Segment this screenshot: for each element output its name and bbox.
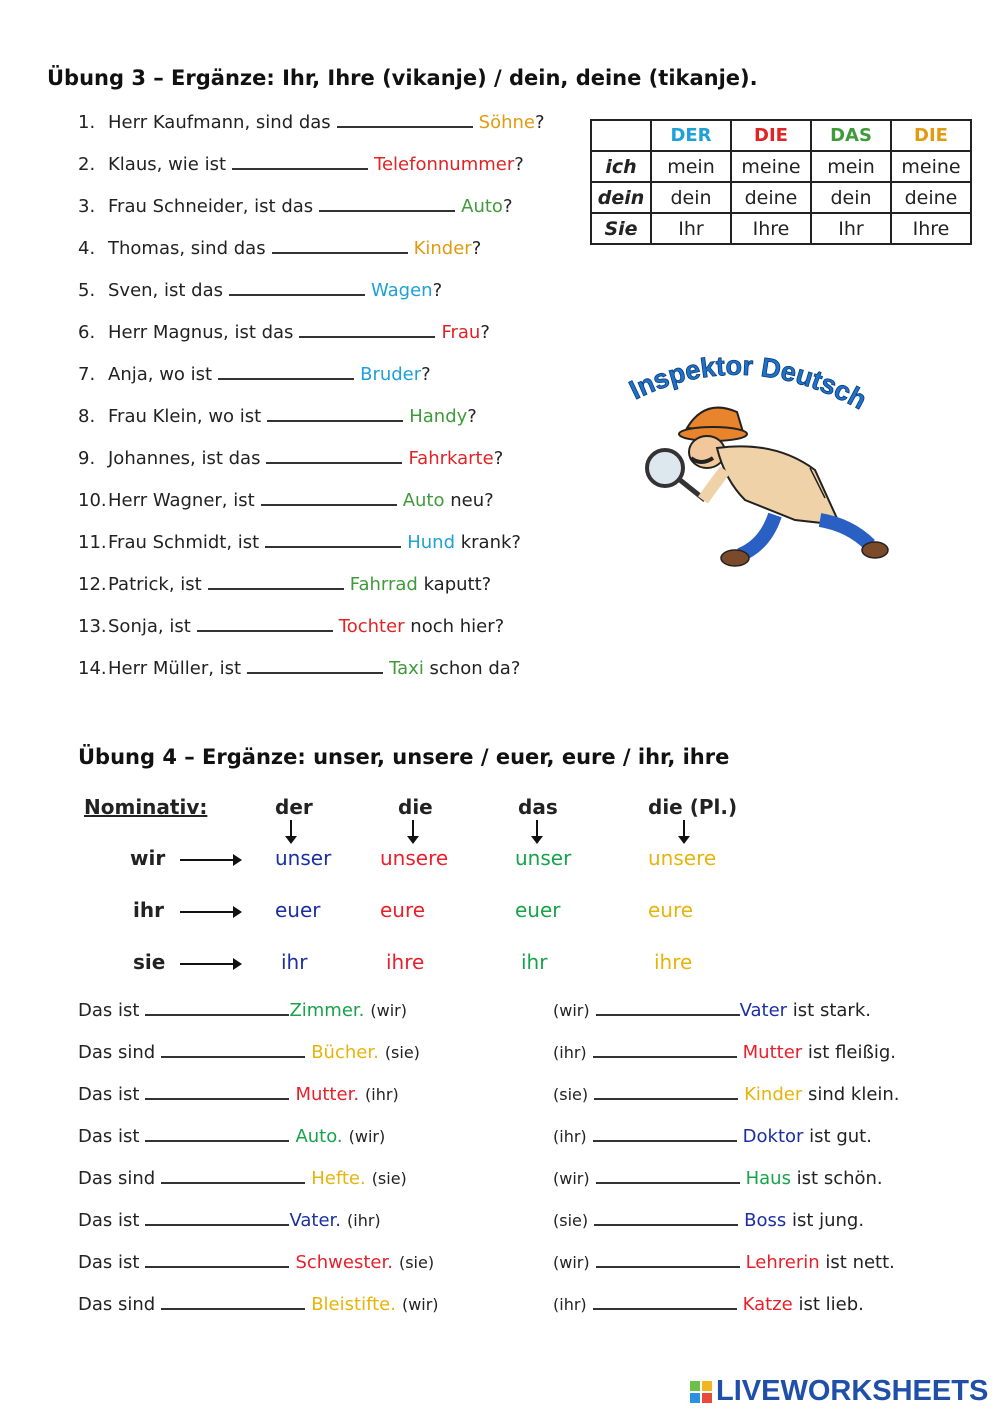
item-noun: Telefonnummer [374, 154, 515, 175]
item-noun: Schwester. [295, 1252, 393, 1273]
exercise-item [78, 196, 513, 217]
liveworksheets-logo [690, 1375, 988, 1408]
item-hint: (sie) [384, 1043, 420, 1062]
item-prompt: Das ist [78, 1210, 140, 1231]
item-suffix: schon da? [423, 658, 521, 679]
answer-blank[interactable] [319, 196, 455, 212]
item-noun: Zimmer. [289, 1000, 365, 1021]
item-number: 3. [78, 196, 96, 217]
table-row-label: dein [591, 182, 651, 213]
item-noun: Mutter [742, 1042, 803, 1063]
exercise-item [78, 532, 521, 553]
item-prompt: Klaus, wie ist [108, 154, 227, 175]
item-number: 2. [78, 154, 96, 175]
item-number: 8. [78, 406, 96, 427]
item-noun: Handy [409, 406, 468, 427]
table-row [591, 182, 971, 213]
item-number: 4. [78, 238, 96, 259]
item-prompt: Das ist [78, 1084, 140, 1105]
pronoun-label: ihr [133, 898, 164, 922]
liveworksheets-brand: LIVEWORKSHEETS [716, 1375, 989, 1407]
item-hint: (sie) [398, 1253, 435, 1272]
exercise-item [78, 1000, 407, 1021]
item-prompt: Das sind [78, 1042, 156, 1063]
item-noun: Auto [461, 196, 503, 217]
possessive-form: unsere [648, 846, 717, 870]
exercise-item [78, 1084, 399, 1105]
possessive-form: unsere [380, 846, 449, 870]
item-number: 9. [78, 448, 96, 469]
pronoun-label: wir [130, 846, 166, 870]
answer-blank[interactable] [337, 112, 473, 128]
answer-blank[interactable] [232, 154, 368, 170]
answer-blank[interactable] [161, 1168, 305, 1184]
item-suffix: ? [471, 238, 482, 259]
item-prompt: Frau Schmidt, ist [108, 532, 260, 553]
arrow-down-icon [412, 820, 414, 838]
exercise-item [78, 1252, 434, 1273]
table-cell: meine [891, 151, 971, 182]
answer-blank[interactable] [145, 1126, 289, 1142]
arrow-right-icon [180, 911, 238, 913]
item-suffix: krank? [455, 532, 521, 553]
table-cell: Ihre [891, 213, 971, 244]
answer-blank[interactable] [299, 322, 435, 338]
liveworksheets-logo-icon [690, 1381, 712, 1403]
table-cell: dein [811, 182, 891, 213]
item-suffix: ? [514, 154, 524, 175]
item-number: 14. [78, 658, 107, 679]
answer-blank[interactable] [161, 1294, 305, 1310]
exercise-item [78, 1210, 381, 1231]
answer-blank[interactable] [596, 1000, 740, 1016]
item-noun: Vater. [289, 1210, 341, 1231]
exercise-item [78, 490, 494, 511]
item-prompt: Frau Schneider, ist das [108, 196, 314, 217]
item-noun: Bleistifte. [311, 1294, 396, 1315]
item-suffix: ? [421, 364, 431, 385]
item-noun: Auto. [295, 1126, 343, 1147]
item-hint: (wir) [553, 1001, 590, 1020]
exercise-item [553, 1210, 864, 1231]
exercise-item [78, 658, 520, 679]
exercise-item [78, 238, 481, 259]
answer-blank[interactable] [247, 658, 383, 674]
answer-blank[interactable] [593, 1294, 737, 1310]
item-noun: Haus [745, 1168, 791, 1189]
item-suffix: ? [535, 112, 545, 133]
item-number: 5. [78, 280, 96, 301]
item-suffix: ? [467, 406, 477, 427]
item-prompt: Herr Magnus, ist das [108, 322, 294, 343]
possessive-form: eure [648, 898, 694, 922]
item-noun: Doktor [742, 1126, 804, 1147]
table-cell: meine [731, 151, 811, 182]
table-row-label: Sie [591, 213, 651, 244]
item-prompt: Das sind [78, 1294, 156, 1315]
arrow-down-icon [290, 820, 292, 838]
item-prompt: Das ist [78, 1252, 140, 1273]
table-header-row [591, 120, 971, 151]
possessive-form: unser [275, 846, 332, 870]
column-header-die: die [398, 795, 433, 819]
table-row [591, 151, 971, 182]
table-header-cell: DIE [731, 120, 811, 151]
item-noun: Mutter. [295, 1084, 360, 1105]
exercise-item [78, 574, 491, 595]
column-header-der: der [275, 795, 313, 819]
answer-blank[interactable] [145, 1252, 289, 1268]
item-prompt: Herr Wagner, ist [108, 490, 255, 511]
item-number: 1. [78, 112, 96, 133]
item-hint: (wir) [348, 1127, 386, 1146]
answer-blank[interactable] [265, 532, 401, 548]
item-noun: Kinder [413, 238, 472, 259]
item-hint: (ihr) [553, 1043, 587, 1062]
item-prompt: Herr Kaufmann, sind das [108, 112, 331, 133]
answer-blank[interactable] [208, 574, 344, 590]
item-suffix: ist schön. [790, 1168, 883, 1189]
table-cell: mein [651, 151, 731, 182]
item-prompt: Frau Klein, wo ist [108, 406, 262, 427]
exercise-item [78, 280, 442, 301]
table-cell: Ihr [651, 213, 731, 244]
item-suffix: ist stark. [787, 1000, 871, 1021]
possessive-form: euer [515, 898, 561, 922]
table-header-cell: DER [651, 120, 731, 151]
exercise-item [78, 154, 524, 175]
item-noun: Fahrrad [349, 574, 418, 595]
table-cell: mein [811, 151, 891, 182]
item-number: 6. [78, 322, 96, 343]
item-noun: Söhne [478, 112, 536, 133]
column-header-die-plural: die (Pl.) [648, 795, 738, 819]
answer-blank[interactable] [218, 364, 354, 380]
table-cell: deine [731, 182, 811, 213]
column-header-das: das [518, 795, 558, 819]
answer-blank[interactable] [266, 448, 402, 464]
item-prompt: Das ist [78, 1126, 140, 1147]
inspector-caption: Inspektor Deutsch [625, 350, 872, 416]
item-hint: (wir) [553, 1253, 590, 1272]
item-suffix: ? [432, 280, 443, 301]
arrow-down-icon [536, 820, 538, 838]
item-suffix: ist lieb. [792, 1294, 864, 1315]
answer-blank[interactable] [594, 1084, 738, 1100]
item-number: 10. [78, 490, 107, 511]
exercise-item [78, 448, 503, 469]
answer-blank[interactable] [272, 238, 408, 254]
item-noun: Vater [739, 1000, 788, 1021]
item-suffix: ist gut. [803, 1126, 872, 1147]
inspector-illustration [625, 350, 895, 580]
exercise-item [553, 1168, 883, 1189]
exercise-item [553, 1252, 895, 1273]
possessive-form: ihr [521, 950, 548, 974]
answer-blank[interactable] [145, 1210, 289, 1226]
exercise-item [553, 1042, 896, 1063]
item-suffix: ist jung. [786, 1210, 865, 1231]
exercise-item [553, 1000, 871, 1021]
item-prompt: Thomas, sind das [108, 238, 266, 259]
table-cell: dein [651, 182, 731, 213]
pronoun-label: sie [133, 950, 166, 974]
possessive-form: euer [275, 898, 321, 922]
item-suffix: sind klein. [802, 1084, 900, 1105]
item-noun: Bücher. [311, 1042, 379, 1063]
exercise-item [78, 112, 545, 133]
item-hint: (ihr) [347, 1211, 381, 1230]
item-noun: Bruder [360, 364, 422, 385]
exercise-item [78, 1126, 385, 1147]
possessive-form: ihr [281, 950, 308, 974]
answer-blank[interactable] [229, 280, 365, 296]
item-hint: (sie) [553, 1085, 589, 1104]
item-hint: (ihr) [365, 1085, 399, 1104]
item-number: 12. [78, 574, 107, 595]
table-header-cell: DAS [811, 120, 891, 151]
item-prompt: Das sind [78, 1168, 156, 1189]
arrow-down-icon [683, 820, 685, 838]
item-noun: Hund [407, 532, 456, 553]
answer-blank[interactable] [261, 490, 397, 506]
item-noun: Auto [402, 490, 445, 511]
exercise-item [78, 1168, 407, 1189]
item-hint: (wir) [370, 1001, 407, 1020]
item-suffix: ist fleißig. [802, 1042, 896, 1063]
item-hint: (sie) [553, 1211, 589, 1230]
table-cell: Ihr [811, 213, 891, 244]
answer-blank[interactable] [161, 1042, 305, 1058]
possessive-form: ihre [654, 950, 693, 974]
exercise-item [78, 1294, 439, 1315]
table-corner [591, 120, 651, 151]
nominativ-label: Nominativ: [84, 795, 208, 819]
item-suffix: ? [480, 322, 490, 343]
exercise-item [78, 364, 431, 385]
item-suffix: noch hier? [404, 616, 505, 637]
answer-blank[interactable] [593, 1042, 737, 1058]
arrow-right-icon [180, 963, 238, 965]
exercise-item [553, 1294, 864, 1315]
table-cell: deine [891, 182, 971, 213]
exercise-item [78, 1042, 420, 1063]
table-cell: Ihre [731, 213, 811, 244]
table-header-cell: DIE [891, 120, 971, 151]
item-suffix: ? [493, 448, 504, 469]
item-suffix: ist nett. [819, 1252, 895, 1273]
answer-blank[interactable] [145, 1084, 289, 1100]
item-suffix: neu? [444, 490, 494, 511]
item-hint: (sie) [371, 1169, 407, 1188]
answer-blank[interactable] [593, 1126, 737, 1142]
item-noun: Fahrkarte [408, 448, 494, 469]
answer-blank[interactable] [594, 1210, 738, 1226]
item-noun: Taxi [389, 658, 424, 679]
possessive-form: eure [380, 898, 426, 922]
item-noun: Kinder [744, 1084, 803, 1105]
item-prompt: Patrick, ist [108, 574, 202, 595]
item-hint: (ihr) [553, 1295, 587, 1314]
exercise-item [78, 406, 477, 427]
answer-blank[interactable] [596, 1252, 740, 1268]
exercise-item [553, 1084, 900, 1105]
item-noun: Boss [744, 1210, 787, 1231]
item-noun: Lehrerin [745, 1252, 820, 1273]
item-prompt: Johannes, ist das [108, 448, 261, 469]
item-prompt: Herr Müller, ist [108, 658, 242, 679]
exercise-item [78, 322, 490, 343]
item-noun: Katze [742, 1294, 793, 1315]
table-row [591, 213, 971, 244]
item-number: 7. [78, 364, 96, 385]
item-hint: (wir) [401, 1295, 439, 1314]
exercise-item [78, 616, 504, 637]
item-suffix: ? [502, 196, 513, 217]
item-noun: Hefte. [311, 1168, 366, 1189]
answer-blank[interactable] [145, 1000, 289, 1016]
item-hint: (ihr) [553, 1127, 587, 1146]
exercise-item [553, 1126, 872, 1147]
answer-blank[interactable] [197, 616, 333, 632]
exercise3-title: Übung 3 – Ergänze: Ihr, Ihre (vikanje) / dein, deine (tikanje). [47, 66, 758, 90]
item-prompt: Das ist [78, 1000, 140, 1021]
item-noun: Wagen [371, 280, 433, 301]
item-prompt: Sonja, ist [108, 616, 191, 637]
item-noun: Tochter [338, 616, 405, 637]
possessive-table [590, 119, 972, 245]
item-suffix: kaputt? [417, 574, 492, 595]
answer-blank[interactable] [596, 1168, 740, 1184]
item-prompt: Anja, wo ist [108, 364, 213, 385]
possessive-form: unser [515, 846, 572, 870]
item-number: 11. [78, 532, 107, 553]
exercise4-title: Übung 4 – Ergänze: unser, unsere / euer, eure / ihr, ihre [78, 745, 730, 769]
possessive-form: ihre [386, 950, 425, 974]
item-hint: (wir) [553, 1169, 590, 1188]
table-row-label: ich [591, 151, 651, 182]
item-number: 13. [78, 616, 107, 637]
arrow-right-icon [180, 859, 238, 861]
item-noun: Frau [441, 322, 481, 343]
answer-blank[interactable] [267, 406, 403, 422]
item-prompt: Sven, ist das [108, 280, 223, 301]
